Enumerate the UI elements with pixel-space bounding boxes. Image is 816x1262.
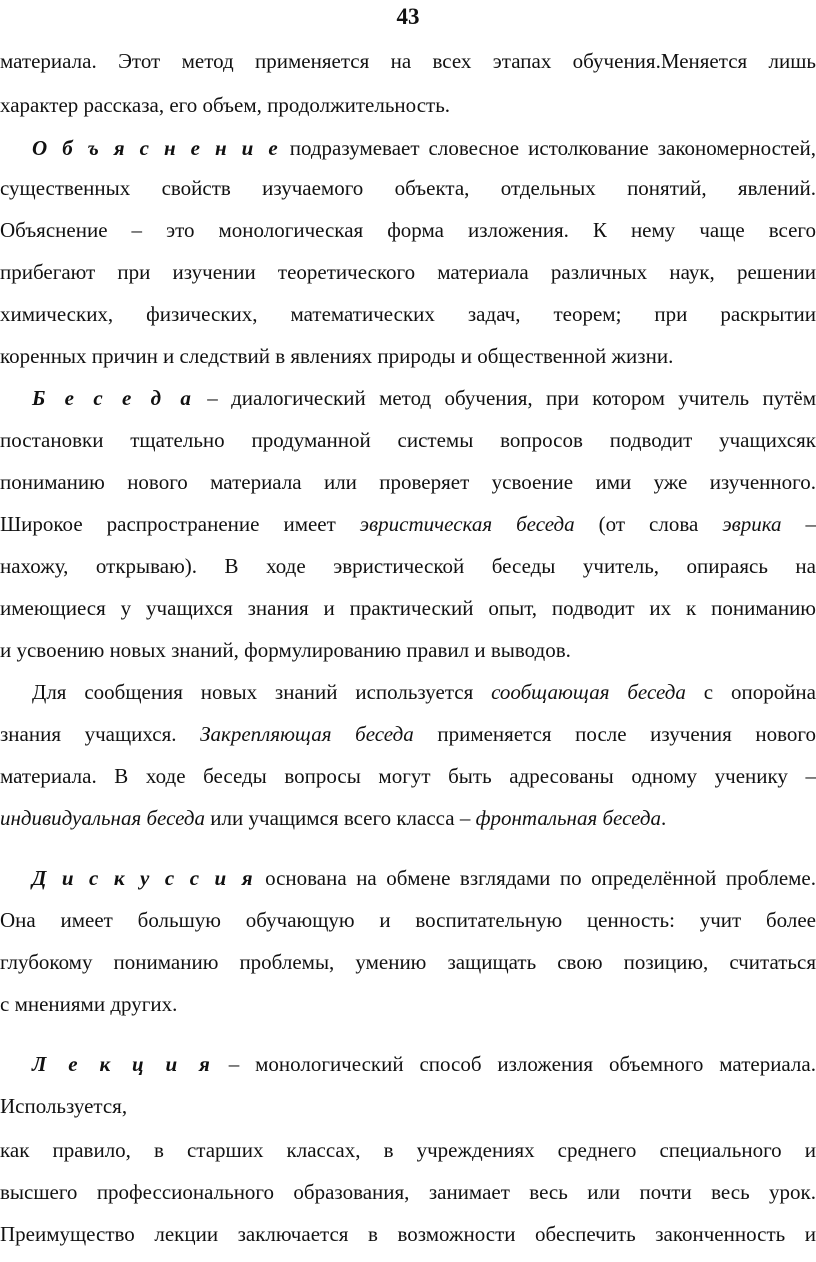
text-run: материала. В ходе беседы вопросы могут быть адресованы одному ученику –	[0, 764, 816, 788]
text-run: .	[661, 806, 667, 830]
text-line	[0, 258, 816, 286]
text-run: материала. Этот метод применяется на всех этапах обучения.Меняется лишь	[0, 49, 816, 73]
text-run: постановки тщательно продуманной системы вопросов подводит учащихсяк	[0, 428, 816, 452]
text-run: Преимущество лекции заключается в возможности обеспечить законченность и	[0, 1222, 816, 1246]
text-run: и усвоению новых знаний, формулированию правил и выводов.	[0, 638, 571, 662]
text-run: с опоройна	[685, 680, 816, 704]
text-line	[0, 47, 816, 75]
text-line	[0, 510, 816, 538]
italic-term: Закрепляющая беседа	[200, 722, 414, 746]
text-run: пониманию нового материала или проверяет усвоение ими уже изученного.	[0, 470, 816, 494]
text-run: Она имеет большую обучающую и воспитательную ценность: учит более	[0, 908, 816, 932]
text-run: Объяснение – это монологическая форма изложения. К нему чаще всего	[0, 218, 816, 242]
text-run: существенных свойств изучаемого объекта, отдельных понятий, явлений.	[0, 176, 816, 200]
text-line	[0, 906, 816, 934]
text-run: нахожу, открываю). В ходе эвристической беседы учитель, опираясь на	[0, 554, 816, 578]
text-run: Широкое распространение имеет	[0, 512, 360, 536]
text-line	[0, 134, 816, 162]
page-number: 43	[396, 4, 420, 29]
text-run: как правило, в старших классах, в учреждениях среднего специального и	[0, 1138, 816, 1162]
text-line	[0, 678, 816, 706]
term-heading: Д и с к у с с и я	[32, 866, 256, 890]
text-line	[0, 864, 816, 892]
text-run: основана на обмене взглядами по определённой проблеме.	[255, 866, 816, 890]
text-line	[0, 948, 816, 976]
text-run: Используется,	[0, 1094, 128, 1118]
text-line	[0, 1178, 816, 1206]
text-line	[0, 426, 816, 454]
text-line	[0, 174, 816, 202]
text-line	[0, 720, 816, 748]
text-line	[0, 1050, 816, 1078]
text-run: характер рассказа, его объем, продолжительность.	[0, 93, 451, 117]
text-run: знания учащихся.	[0, 722, 201, 746]
text-run: подразумевает словесное истолкование закономерностей,	[280, 136, 816, 160]
italic-term: эвристическая беседа	[359, 512, 575, 536]
term-heading: О б ъ я с н е н и е	[32, 136, 281, 160]
text-run: прибегают при изучении теоретического материала различных наук, решении	[0, 260, 816, 284]
text-line	[0, 342, 816, 370]
text-line	[0, 1220, 816, 1248]
text-run: или учащимся всего класса –	[205, 806, 476, 830]
text-run: с мнениями других.	[0, 992, 178, 1016]
text-line	[0, 468, 816, 496]
italic-term: сообщающая беседа	[491, 680, 686, 704]
text-line	[0, 1136, 816, 1164]
text-line	[0, 91, 816, 119]
text-run: глубокому пониманию проблемы, умению защищать свою позицию, считаться	[0, 950, 816, 974]
italic-term: фронтальная беседа	[475, 806, 662, 830]
text-run: – диалогический метод обучения, при котором учитель путём	[193, 386, 816, 410]
text-run: высшего профессионального образования, занимает весь или почти весь урок.	[0, 1180, 816, 1204]
text-run: Для сообщения новых знаний используется	[32, 680, 492, 704]
italic-term: эврика	[722, 512, 782, 536]
text-run: имеющиеся у учащихся знания и практический опыт, подводит их к пониманию	[0, 596, 816, 620]
text-line	[0, 552, 816, 580]
text-run: – монологический способ изложения объемного материала.	[212, 1052, 816, 1076]
text-line	[0, 804, 816, 832]
text-line	[0, 990, 816, 1018]
text-line	[0, 636, 816, 664]
term-heading: Л е к ц и я	[32, 1052, 213, 1076]
term-heading: Б е с е д а	[32, 386, 194, 410]
text-line	[0, 1092, 816, 1120]
text-run: –	[781, 512, 816, 536]
text-run: химических, физических, математических задач, теорем; при раскрытии	[0, 302, 816, 326]
text-run: коренных причин и следствий в явлениях природы и общественной жизни.	[0, 344, 674, 368]
text-run: применяется после изучения нового	[413, 722, 816, 746]
text-line	[0, 384, 816, 412]
text-line	[0, 216, 816, 244]
text-line	[0, 594, 816, 622]
text-run: (от слова	[574, 512, 723, 536]
italic-term: индивидуальная беседа	[0, 806, 206, 830]
text-line	[0, 762, 816, 790]
text-line	[0, 300, 816, 328]
